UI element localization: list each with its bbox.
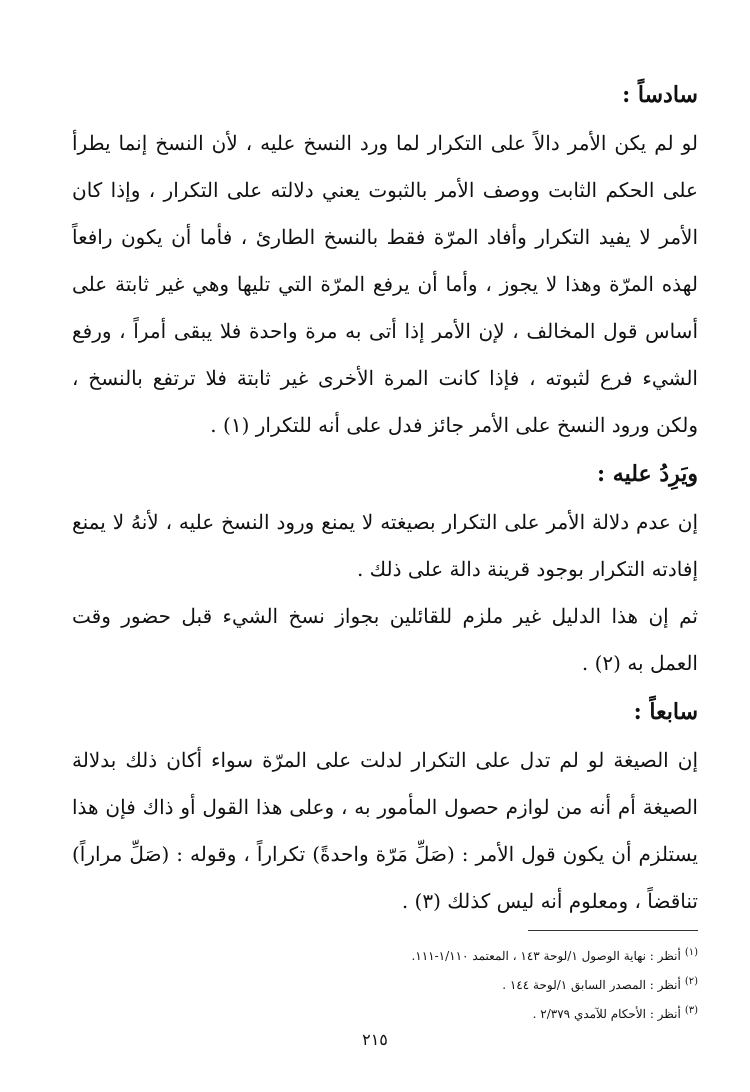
footnote-1-number: (١) <box>684 947 698 958</box>
footnote-2-text: أنظر : المصدر السابق ١/لوحة ١٤٤ . <box>502 978 681 992</box>
footnote-1-text: أنظر : نهاية الوصول ١/لوحة ١٤٣ ، المعتمد ١/١١٠-١١١. <box>411 949 681 963</box>
paragraph-objection-2: ثم إن هذا الدليل غير ملزم للقائلين بجواز نسخ الشيء قبل حضور وقت العمل به (٢) . <box>72 604 698 675</box>
footnote-3-text: أنظر : الأحكام للآمدي ٢/٣٧٩ . <box>532 1007 681 1021</box>
footnote-2 <box>72 969 698 998</box>
footnotes <box>72 940 698 1027</box>
footnote-3-number: (٣) <box>684 1005 698 1016</box>
page-number: ٢١٥ <box>362 1030 388 1049</box>
footnote-3 <box>72 998 698 1027</box>
section-heading-objection: ويَرِدُ عليه : <box>597 461 698 487</box>
section-heading-seventh: سابعاً : <box>633 699 698 725</box>
footnote-2-number: (٢) <box>684 976 698 987</box>
footnote-divider <box>528 930 698 931</box>
footnote-1 <box>72 940 698 969</box>
paragraph-seventh-argument: إن الصيغة لو لم تدل على التكرار لدلت على المرّة سواء أكان ذلك بدلالة الصيغة أم أنه من لوازم حصول المأمور به ، وعلى هذا القول أو ذاك فإن هذا يستلزم أن يكون قول الأمر : (صَلِّ مَرّة واحدةً) تكراراً ، وقوله : (صَلِّ مراراً) تناقضاً ، ومعلوم أنه ليس كذلك (٣) . <box>72 748 698 913</box>
paragraph-sixth-argument: لو لم يكن الأمر دالاً على التكرار لما ورد النسخ عليه ، لأن النسخ إنما يطرأ على الحكم الثابت ووصف الأمر بالثبوت يعني دلالته على التكرار ، وإذا كان الأمر لا يفيد التكرار وأفاد المرّة فقط بالنسخ الطارئ ، فأما أن يكون رافعاً لهذه المرّة وهذا لا يجوز ، وأما أن يرفع المرّة التي تليها وهي غير ثابتة على أساس قول المخالف ، لإن الأمر إذا أتى به مرة واحدة فلا يبقى أمراً ، ورفع الشيء فرع لثبوته ، فإذا كانت المرة الأخرى غير ثابتة فلا ترتفع بالنسخ ، ولكن ورود النسخ على الأمر جائز فدل على أنه للتكرار (١) . <box>72 131 698 437</box>
section-heading-sixth: سادساً : <box>622 82 698 108</box>
paragraph-objection-1: إن عدم دلالة الأمر على التكرار بصيغته لا يمنع ورود النسخ عليه ، لأنهُ لا يمنع إفادته التكرار بوجود قرينة دالة على ذلك . <box>72 510 698 581</box>
page-body <box>72 70 698 925</box>
